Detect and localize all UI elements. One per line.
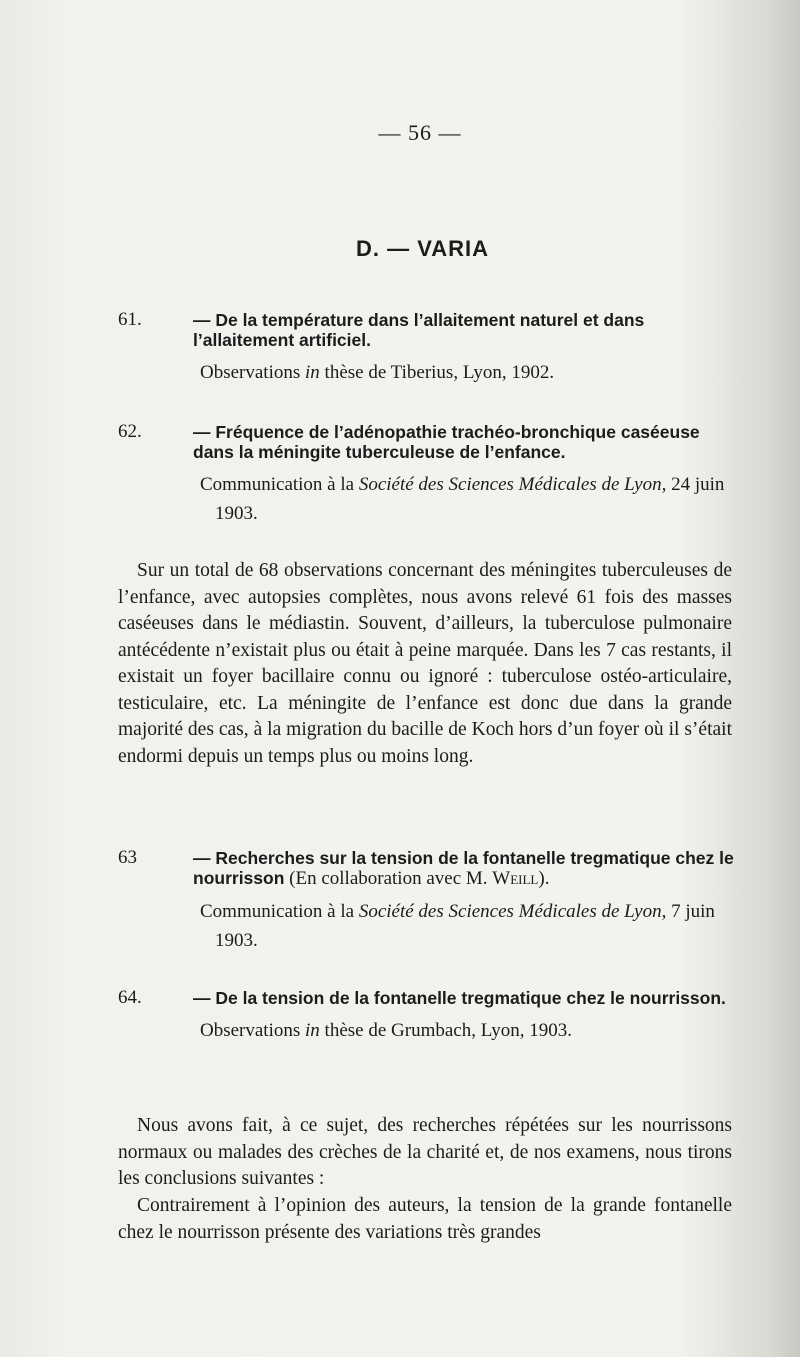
body-paragraph: Nous avons fait, à ce sujet, des recherches répétées sur les nourrissons normaux ou malades des crèches de la charité et, de nos examens, nous tirons les conclusions suivantes : [118, 1115, 732, 1189]
source-italic: Société des Sciences Médicales de Lyon [358, 901, 662, 922]
entry-source [118, 358, 734, 387]
body-paragraph: Contrairement à l’opinion des auteurs, la tension de la grande fontanelle chez le nourrisson présente des variations très grandes [118, 1195, 732, 1243]
entry-64 [118, 988, 734, 1045]
entry-number: 62. [118, 421, 142, 442]
entry-number: 63 [118, 847, 137, 868]
entry-63 [118, 848, 734, 955]
entry-heading [118, 848, 734, 889]
entry-title-note [284, 868, 549, 889]
source-text: Observations [200, 362, 306, 383]
entry-heading [118, 310, 734, 350]
entry-title: — De la tension de la fontanelle tregmatique chez le nourrisson. [193, 988, 726, 1008]
source-text: , 7 juin 1903. [215, 901, 715, 951]
section-title: D. — VARIA [355, 236, 490, 261]
source-text: Communication à la [200, 901, 359, 922]
entry-source [118, 897, 734, 955]
entry-62 [118, 422, 734, 528]
note-text: ). [538, 868, 550, 889]
source-text: thèse de Grumbach, Lyon, 1903. [319, 1020, 573, 1041]
source-text: Observations [200, 1020, 306, 1041]
entry-source [118, 1016, 734, 1045]
source-text: , 24 juin 1903. [215, 474, 725, 524]
entry-heading [118, 988, 734, 1008]
source-text: Communication à la [200, 474, 359, 495]
entry-number: 61. [118, 309, 142, 330]
source-italic: Société des Sciences Médicales de Lyon [358, 474, 662, 495]
entry-heading [118, 422, 734, 462]
entry-title: — Recherches sur la tension de la fontanelle tregmatique chez le nourrisson [193, 848, 734, 888]
source-text: thèse de Tiberius, Lyon, 1902. [319, 362, 555, 383]
entry-title: — Fréquence de l’adénopathie trachéo-bronchique caséeuse dans la méningite tuberculeuse de l’enfance. [193, 422, 700, 462]
entry-title: — De la température dans l’allaitement naturel et dans l’allaitement artificiel. [193, 310, 645, 350]
entry-source [118, 470, 734, 528]
source-italic: in [305, 1020, 320, 1041]
source-italic: in [305, 362, 320, 383]
entry-number: 64. [118, 987, 142, 1008]
page-number: — 56 — [378, 120, 462, 145]
entry-61 [118, 310, 734, 387]
body-paragraph: Sur un total de 68 observations concernant des méningites tuberculeuses de l’enfance, avec autopsies complètes, nous avons relevé 61 fois des masses caséeuses dans le médiastin. Souvent, d’ailleurs, la tuberculose pulmonaire antécédente n’existait plus ou était à peine marquée. Dans les 7 cas restants, il existait un foyer bacillaire connu ou ignoré : tuberculose ostéo-articulaire, testiculaire, etc. La méningite de l’enfance est donc due dans la grande majorité des cas, à la migration du bacille de Koch hors d’un foyer où il s’était endormi depuis un temps plus ou moins long. [118, 560, 732, 767]
note-name: Weill [492, 868, 539, 889]
note-text: (En collaboration avec M. [284, 868, 493, 889]
